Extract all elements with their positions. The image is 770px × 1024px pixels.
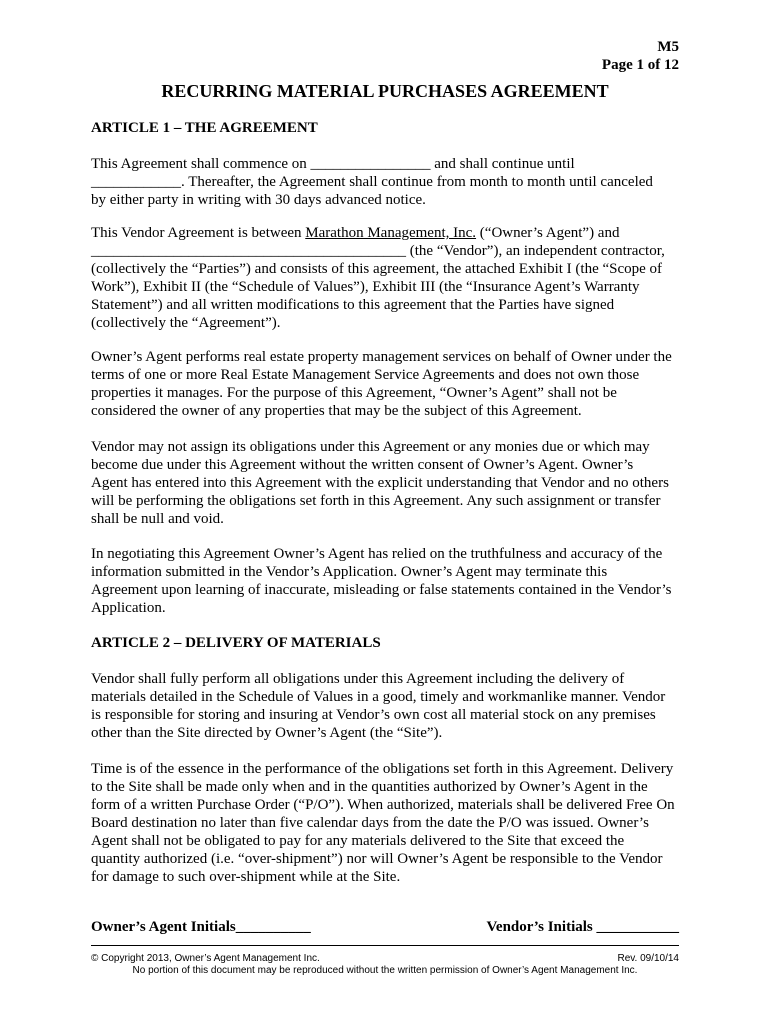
text-fragment: This Vendor Agreement is between — [91, 225, 306, 241]
text-line: In negotiating this Agreement Owner’s Agent has relied on the truthfulness and accuracy of the — [91, 546, 663, 562]
text-line: for damage to such over-shipment while at the Site. — [91, 869, 401, 885]
text-line: become due under this Agreement without the written consent of Owner’s Agent. Owner’s — [91, 457, 634, 473]
text-line: Vendor may not assign its obligations under this Agreement or any monies due or which may — [91, 439, 650, 455]
article-1-paragraph-assignment — [91, 438, 691, 528]
revision-date: Rev. 09/10/14 — [617, 953, 679, 964]
article-2-paragraph-performance — [91, 670, 691, 742]
form-code: M5 — [657, 39, 679, 55]
text-fragment: (“Owner’s Agent”) and — [476, 225, 620, 241]
article-2-paragraph-delivery — [91, 760, 691, 886]
text-line: materials detailed in the Schedule of Values in a good, timely and workmanlike manner. Vendor — [91, 689, 666, 705]
owner-agent-initials-field[interactable]: Owner’s Agent Initials__________ — [91, 919, 311, 935]
vendor-initials-field[interactable]: Vendor’s Initials ___________ — [486, 919, 679, 935]
copyright-notice: © Copyright 2013, Owner’s Agent Management Inc. — [91, 953, 320, 964]
text-line: quantity authorized (i.e. “over-shipment”) nor will Owner’s Agent be responsible to the Vendor — [91, 851, 663, 867]
text-line: Board destination no later than five calendar days from the date the P/O was issued. Owner’s — [91, 815, 649, 831]
article-1-paragraph-application — [91, 545, 691, 617]
text-line: Agent has entered into this Agreement with the explicit understanding that Vendor and no others — [91, 475, 669, 491]
text-line: information submitted in the Vendor’s Application. Owner’s Agent may terminate this — [91, 564, 608, 580]
text-line: Vendor shall fully perform all obligations under this Agreement including the delivery of — [91, 671, 625, 687]
text-line: Work”), Exhibit II (the “Schedule of Values”), Exhibit III (the “Insurance Agent’s Warranty — [91, 279, 640, 295]
company-name: Marathon Management, Inc. — [305, 225, 477, 241]
text-line: shall be null and void. — [91, 511, 224, 527]
text-line: (collectively the “Agreement”). — [91, 315, 281, 331]
text-line: properties it manages. For the purpose of this Agreement, “Owner’s Agent” shall not be — [91, 385, 617, 401]
reproduction-notice: No portion of this document may be reproduced without the written permission of Owner’s Agent Management Inc. — [132, 965, 638, 976]
article-1-paragraph-parties — [91, 224, 691, 332]
page-number: Page 1 of 12 — [601, 57, 679, 73]
text-line: considered the owner of any properties that may be the subject of this Agreement. — [91, 403, 582, 419]
article-2-heading: ARTICLE 2 – DELIVERY OF MATERIALS — [91, 635, 381, 651]
article-1-paragraph-owner-agent — [91, 348, 691, 420]
text-line: by either party in writing with 30 days advanced notice. — [91, 192, 426, 208]
text-line: other than the Site directed by Owner’s Agent (the “Site”). — [91, 725, 443, 741]
text-line: ____________. Thereafter, the Agreement shall continue from month to month until canceled — [91, 174, 653, 190]
text-line: form of a written Purchase Order (“P/O”). When authorized, materials shall be delivered Free On — [91, 797, 675, 813]
text-line: __________________________________________ (the “Vendor”), an independent contractor, — [91, 243, 665, 259]
article-1-paragraph-term — [91, 155, 691, 209]
text-line: Time is of the essence in the performance of the obligations set forth in this Agreement. Delivery — [91, 761, 674, 777]
text-line: terms of one or more Real Estate Management Service Agreements and does not own those — [91, 367, 640, 383]
text-line: Owner’s Agent performs real estate property management services on behalf of Owner under the — [91, 349, 672, 365]
text-line: Agreement upon learning of inaccurate, misleading or false statements contained in the Vendor’s — [91, 582, 672, 598]
text-line: Statement”) and all written modifications to this agreement that the Parties have signed — [91, 297, 615, 313]
document-title: RECURRING MATERIAL PURCHASES AGREEMENT — [161, 81, 609, 101]
text-line: Agent shall not be obligated to pay for any materials delivered to the Site that exceed the — [91, 833, 625, 849]
text-line: will be performing the obligations set forth in this Agreement. Any such assignment or transfer — [91, 493, 661, 509]
article-1-heading: ARTICLE 1 – THE AGREEMENT — [91, 120, 318, 136]
text-line — [91, 224, 691, 242]
text-line: (collectively the “Parties”) and consists of this agreement, the attached Exhibit I (the “Scope of — [91, 261, 663, 277]
text-line: This Agreement shall commence on ________________ and shall continue until — [91, 156, 575, 172]
text-line: Application. — [91, 600, 166, 616]
footer-divider — [91, 945, 679, 946]
text-line: is responsible for storing and insuring at Vendor’s own cost all material stock on any premises — [91, 707, 656, 723]
text-line: to the Site shall be made only when and in the quantities authorized by Owner’s Agent in the — [91, 779, 648, 795]
